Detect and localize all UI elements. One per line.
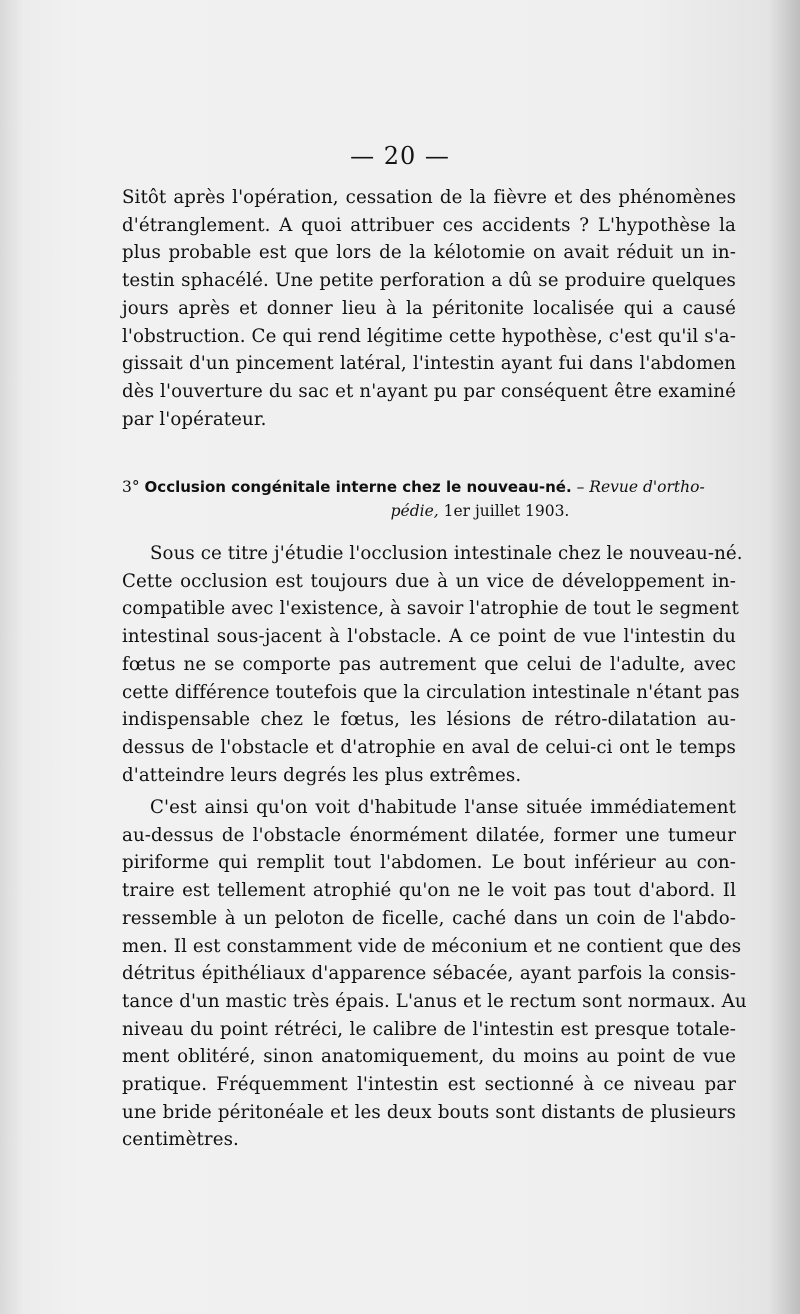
- text-line: testin sphacélé. Une petite perforation a dû se produire quelques: [122, 270, 736, 292]
- text-line: Sitôt après l'opération, cessation de la fièvre et des phénomènes: [122, 187, 736, 208]
- text-line: fœtus ne se comporte pas autrement que celui de l'adulte, avec: [122, 653, 736, 675]
- text-line: compatible avec l'existence, à savoir l'atrophie de tout le segment: [122, 598, 739, 620]
- journal-name-part2: pédie,: [390, 502, 439, 520]
- text-line: niveau du point rétréci, le calibre de l'intestin est presque totale-: [122, 1018, 736, 1040]
- journal-name-part1: Revue d'ortho-: [589, 478, 705, 496]
- text-line: C'est ainsi qu'on voit d'habitude l'anse située immédiatement: [150, 797, 736, 818]
- paragraph-2: [122, 540, 743, 789]
- text-line: gissait d'un pincement latéral, l'intestin ayant fui dans l'abdomen: [122, 353, 736, 375]
- text-line: d'étranglement. A quoi attribuer ces accidents ? L'hypothèse la: [122, 214, 736, 236]
- section-number: 3°: [122, 478, 145, 496]
- text-line: traire est tellement atrophié qu'on ne le voit pas tout d'abord. Il: [122, 880, 736, 902]
- text-line: dès l'ouverture du sac et n'ayant pu par conséquent être examiné: [122, 380, 736, 402]
- text-line: Sous ce titre j'étudie l'occlusion intestinale chez le nouveau-né.: [150, 543, 743, 564]
- text-line: tance d'un mastic très épais. L'anus et le rectum sont normaux. Au: [122, 990, 747, 1012]
- section-title: Occlusion congénitale interne chez le nouveau-né.: [144, 478, 572, 496]
- text-line: au-dessus de l'obstacle énormément dilatée, former une tumeur: [122, 824, 736, 846]
- text-line: intestinal sous-jacent à l'obstacle. A ce point de vue l'intestin du: [122, 626, 736, 648]
- text-line: men. Il est constamment vide de méconium et ne contient que des: [122, 935, 742, 957]
- section-dash: –: [571, 478, 590, 496]
- section-heading: [122, 478, 748, 520]
- text-line: détritus épithéliaux d'apparence sébacée, ayant parfois la consis-: [122, 963, 736, 985]
- text-line: centimètres.: [122, 1129, 239, 1151]
- text-line: par l'opérateur.: [122, 408, 267, 430]
- text-line: Cette occlusion est toujours due à un vice de développement in-: [122, 570, 736, 592]
- text-line: jours après et donner lieu à la péritonite localisée qui a causé: [122, 297, 736, 319]
- text-line: une bride péritonéale et les deux bouts sont distants de plusieurs: [122, 1101, 736, 1123]
- page-number: — 20 —: [350, 142, 450, 170]
- text-line: ressemble à un peloton de ficelle, caché dans un coin de l'abdo-: [122, 907, 736, 929]
- text-line: cette différence toutefois que la circulation intestinale n'étant pas: [122, 681, 740, 703]
- text-line: ment oblitéré, sinon anatomiquement, du moins au point de vue: [122, 1046, 736, 1068]
- text-line: indispensable chez le fœtus, les lésions de rétro-dilatation au-: [122, 709, 736, 731]
- paragraph-3: [122, 794, 747, 1154]
- text-line: piriforme qui remplit tout l'abdomen. Le bout inférieur au con-: [122, 852, 736, 874]
- paragraph-1: [122, 184, 736, 433]
- text-line: plus probable est que lors de la kélotomie on avait réduit un in-: [122, 242, 736, 264]
- text-line: dessus de l'obstacle et d'atrophie en aval de celui-ci ont le temps: [122, 736, 736, 758]
- text-line: l'obstruction. Ce qui rend légitime cette hypothèse, c'est qu'il s'a-: [122, 325, 736, 347]
- text-line: pratique. Fréquemment l'intestin est sectionné à ce niveau par: [122, 1074, 736, 1096]
- publication-date: 1er juillet 1903.: [438, 502, 570, 520]
- text-line: d'atteindre leurs degrés les plus extrêmes.: [122, 764, 522, 786]
